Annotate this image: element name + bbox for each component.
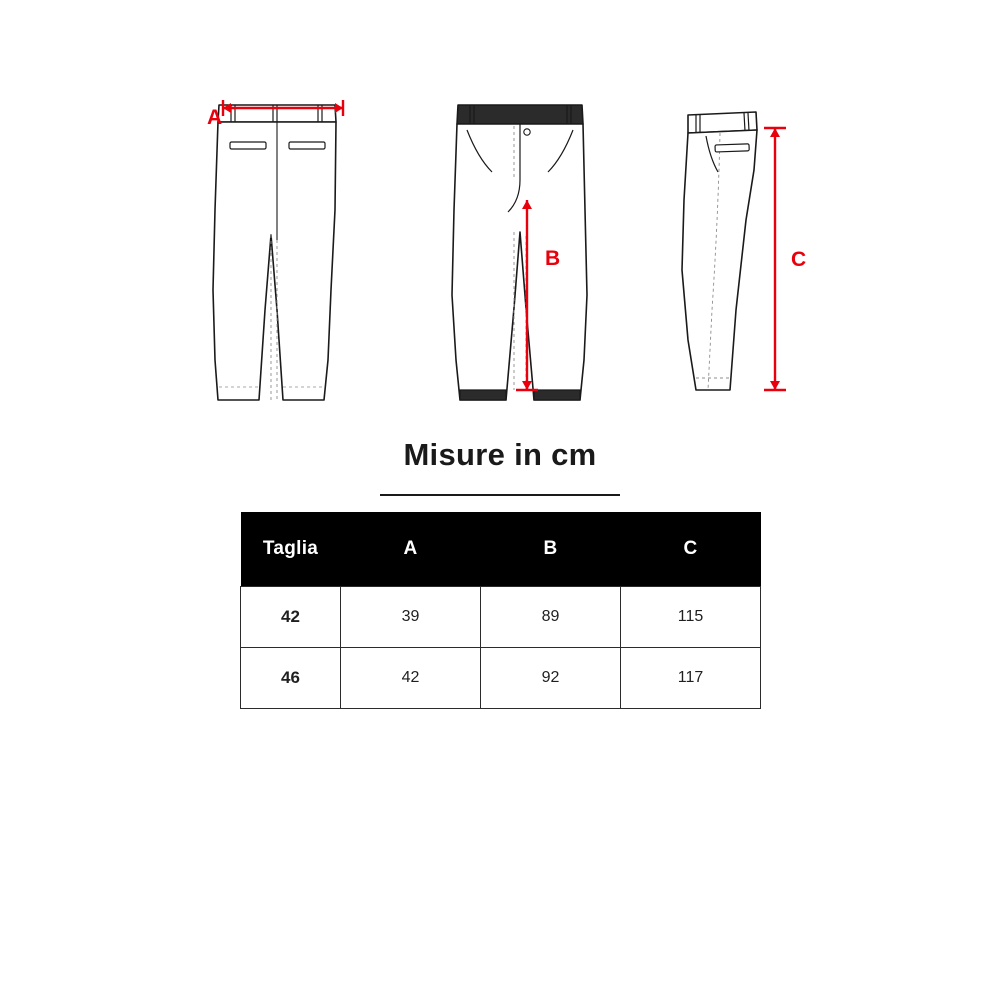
dimension-arrow-b — [430, 60, 630, 420]
page-title: Misure in cm — [403, 437, 597, 472]
trousers-front-view — [430, 60, 630, 425]
cell-c: 115 — [621, 587, 761, 648]
cell-b: 92 — [481, 648, 621, 709]
dimension-label-a: A — [207, 106, 223, 129]
trousers-side-view — [660, 60, 850, 425]
title-divider — [380, 494, 620, 496]
table-header-a: A — [341, 512, 481, 587]
table-row — [241, 587, 761, 648]
cell-size: 46 — [241, 648, 341, 709]
table-header-b: B — [481, 512, 621, 587]
table-header-c: C — [621, 512, 761, 587]
dimension-label-c: C — [791, 248, 807, 271]
table-row — [241, 648, 761, 709]
cell-c: 117 — [621, 648, 761, 709]
table-header-row — [241, 512, 761, 587]
cell-a: 39 — [341, 587, 481, 648]
cell-size: 42 — [241, 587, 341, 648]
garment-illustrations — [0, 60, 1000, 420]
table-header-size: Taglia — [241, 512, 341, 587]
dimension-label-b: B — [545, 247, 561, 270]
size-table — [240, 512, 761, 709]
size-table-wrapper — [240, 512, 760, 709]
cell-a: 42 — [341, 648, 481, 709]
dimension-arrow-c — [660, 60, 850, 420]
cell-b: 89 — [481, 587, 621, 648]
